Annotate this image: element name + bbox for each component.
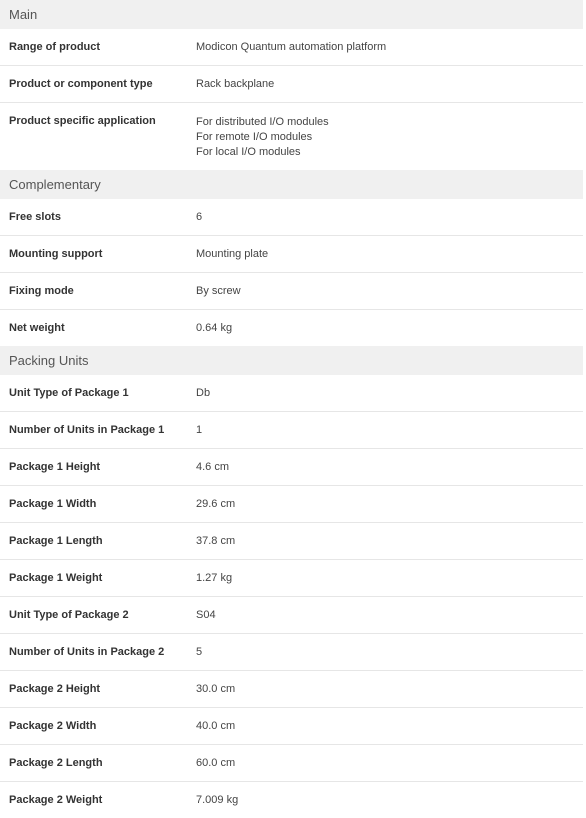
spec-label: Package 1 Length xyxy=(9,535,103,547)
spec-value: Modicon Quantum automation platform xyxy=(196,41,387,53)
spec-row-range-of-product xyxy=(0,29,583,66)
spec-label: Package 2 Weight xyxy=(9,794,103,806)
section-header-complementary xyxy=(0,170,583,199)
spec-row-product-type xyxy=(0,66,583,103)
spec-label: Package 1 Weight xyxy=(9,572,103,584)
spec-row-package-1-height xyxy=(0,449,583,486)
spec-row-net-weight xyxy=(0,310,583,346)
spec-label: Free slots xyxy=(9,211,61,223)
spec-value: Rack backplane xyxy=(196,78,275,90)
spec-value: Db xyxy=(196,387,211,399)
spec-value: For remote I/O modules xyxy=(196,131,313,143)
spec-label: Package 2 Height xyxy=(9,683,101,695)
spec-label: Package 1 Height xyxy=(9,461,101,473)
spec-value: 5 xyxy=(196,646,203,658)
spec-label: Number of Units in Package 2 xyxy=(9,646,165,658)
spec-row-fixing-mode xyxy=(0,273,583,310)
spec-value: Mounting plate xyxy=(196,248,269,260)
spec-row-units-in-package-2 xyxy=(0,634,583,671)
spec-value: 29.6 cm xyxy=(196,498,236,510)
spec-value: 7.009 kg xyxy=(196,794,239,806)
spec-row-mounting-support xyxy=(0,236,583,273)
spec-value: 60.0 cm xyxy=(196,757,236,769)
spec-label: Package 2 Width xyxy=(9,720,97,732)
spec-row-package-2-weight xyxy=(0,782,583,818)
section-title: Packing Units xyxy=(9,353,89,368)
spec-label: Unit Type of Package 2 xyxy=(9,609,129,621)
spec-value: For local I/O modules xyxy=(196,146,301,158)
section-header-packing-units xyxy=(0,346,583,375)
spec-label: Package 1 Width xyxy=(9,498,97,510)
spec-row-unit-type-package-2 xyxy=(0,597,583,634)
spec-value: 1 xyxy=(196,424,203,436)
spec-label: Range of product xyxy=(9,41,101,53)
spec-value: 4.6 cm xyxy=(196,461,230,473)
spec-label: Product or component type xyxy=(9,78,153,90)
spec-value: For distributed I/O modules xyxy=(196,116,329,128)
spec-row-package-2-width xyxy=(0,708,583,745)
spec-label: Net weight xyxy=(9,322,65,334)
spec-label: Number of Units in Package 1 xyxy=(9,424,165,436)
spec-value: 40.0 cm xyxy=(196,720,236,732)
spec-value: 0.64 kg xyxy=(196,322,233,334)
spec-label: Package 2 Length xyxy=(9,757,103,769)
section-title: Complementary xyxy=(9,177,101,192)
spec-label: Fixing mode xyxy=(9,285,74,297)
spec-value-list xyxy=(196,115,583,160)
spec-row-package-2-length xyxy=(0,745,583,782)
section-header-main xyxy=(0,0,583,29)
spec-row-package-1-weight xyxy=(0,560,583,597)
spec-label: Mounting support xyxy=(9,248,103,260)
spec-row-package-2-height xyxy=(0,671,583,708)
spec-row-unit-type-package-1 xyxy=(0,375,583,412)
spec-row-package-1-length xyxy=(0,523,583,560)
spec-value: 6 xyxy=(196,211,203,223)
spec-row-free-slots xyxy=(0,199,583,236)
spec-row-package-1-width xyxy=(0,486,583,523)
spec-value: 37.8 cm xyxy=(196,535,236,547)
spec-value: By screw xyxy=(196,285,241,297)
spec-row-units-in-package-1 xyxy=(0,412,583,449)
spec-label: Product specific application xyxy=(9,115,156,127)
spec-value: 1.27 kg xyxy=(196,572,233,584)
spec-value: 30.0 cm xyxy=(196,683,236,695)
spec-value: S04 xyxy=(196,609,216,621)
spec-label: Unit Type of Package 1 xyxy=(9,387,129,399)
spec-row-specific-application xyxy=(0,103,583,170)
section-title: Main xyxy=(9,7,38,22)
